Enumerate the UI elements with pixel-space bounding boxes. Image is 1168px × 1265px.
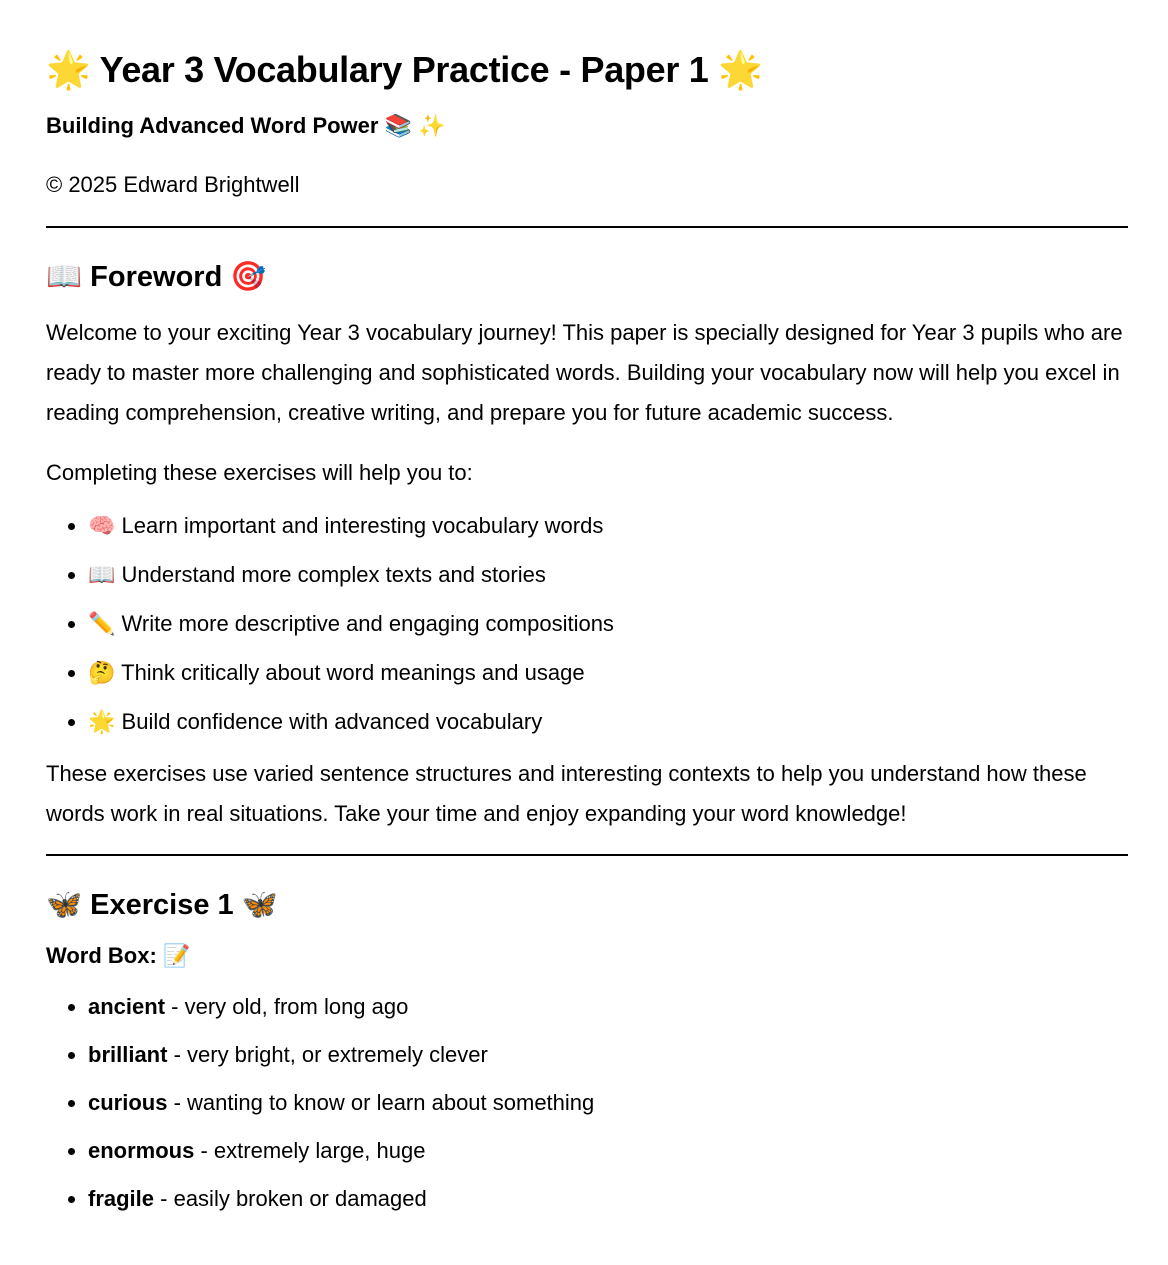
word-entry [88, 1184, 1128, 1214]
page-title [46, 48, 1128, 93]
subtitle-text: Building Advanced Word Power [46, 113, 379, 138]
butterfly-icon: 🦋 [241, 887, 278, 921]
list-item [88, 560, 1128, 591]
page-title-text: Year 3 Vocabulary Practice - Paper 1 [99, 49, 709, 90]
word-box-label [46, 941, 1128, 972]
subtitle [46, 111, 1128, 142]
butterfly-icon: 🦋 [46, 887, 83, 921]
word-term: curious [88, 1090, 168, 1115]
divider [46, 854, 1128, 856]
list-item [88, 609, 1128, 640]
target-icon: 🎯 [230, 259, 267, 293]
word-definition: - extremely large, huge [194, 1138, 426, 1163]
word-entry [88, 1040, 1128, 1070]
copyright-notice: © 2025 Edward Brightwell [46, 172, 300, 197]
list-item [88, 658, 1128, 689]
exercise-heading-text: Exercise 1 [90, 889, 234, 921]
brain-icon: 🧠 [88, 514, 116, 539]
list-item-text: Learn important and interesting vocabulary words [121, 513, 604, 538]
glowing-star-icon: 🌟 [88, 710, 116, 735]
word-definition: - easily broken or damaged [154, 1186, 427, 1211]
pencil-icon: ✏️ [88, 612, 116, 637]
foreword-heading-text: Foreword [90, 261, 223, 293]
foreword-list-lead: Completing these exercises will help you to: [46, 460, 473, 485]
list-item [88, 707, 1128, 738]
glowing-star-icon: 🌟 [718, 50, 763, 91]
sparkles-icon: ✨ [418, 114, 446, 139]
benefits-list [46, 511, 1128, 738]
word-entry [88, 1088, 1128, 1118]
foreword-intro: Welcome to your exciting Year 3 vocabulary journey! This paper is specially designed for Year 3 pupils who are ready to master more challenging and sophisticated words. Building your vocabulary now will help you excel in reading comprehension, creative writing, and prepare you for future academic success. [46, 320, 1123, 425]
foreword-closing: These exercises use varied sentence structures and interesting contexts to help you understand how these words work in real situations. Take your time and enjoy expanding your word knowledge! [46, 761, 1087, 826]
word-term: enormous [88, 1138, 195, 1163]
word-term: ancient [88, 994, 166, 1019]
word-entry [88, 992, 1128, 1022]
word-definition: - wanting to know or learn about something [167, 1090, 595, 1115]
word-definition: - very bright, or extremely clever [167, 1042, 488, 1067]
list-item-text: Build confidence with advanced vocabulary [121, 709, 543, 734]
word-term: fragile [88, 1186, 155, 1211]
divider [46, 226, 1128, 228]
open-book-icon: 📖 [88, 563, 116, 588]
open-book-icon: 📖 [46, 259, 83, 293]
foreword-heading [46, 256, 1128, 297]
word-box-list [46, 992, 1128, 1214]
thinking-face-icon: 🤔 [88, 661, 116, 686]
exercise-heading [46, 884, 1128, 925]
list-item [88, 511, 1128, 542]
list-item-text: Think critically about word meanings and usage [121, 660, 585, 685]
books-icon: 📚 [384, 114, 413, 139]
memo-icon: 📝 [162, 944, 191, 969]
word-definition: - very old, from long ago [165, 994, 409, 1019]
word-entry [88, 1136, 1128, 1166]
list-item-text: Write more descriptive and engaging compositions [121, 611, 614, 636]
word-term: brilliant [88, 1042, 168, 1067]
list-item-text: Understand more complex texts and stories [121, 562, 546, 587]
word-box-label-text: Word Box: [46, 943, 157, 968]
glowing-star-icon: 🌟 [46, 50, 91, 91]
